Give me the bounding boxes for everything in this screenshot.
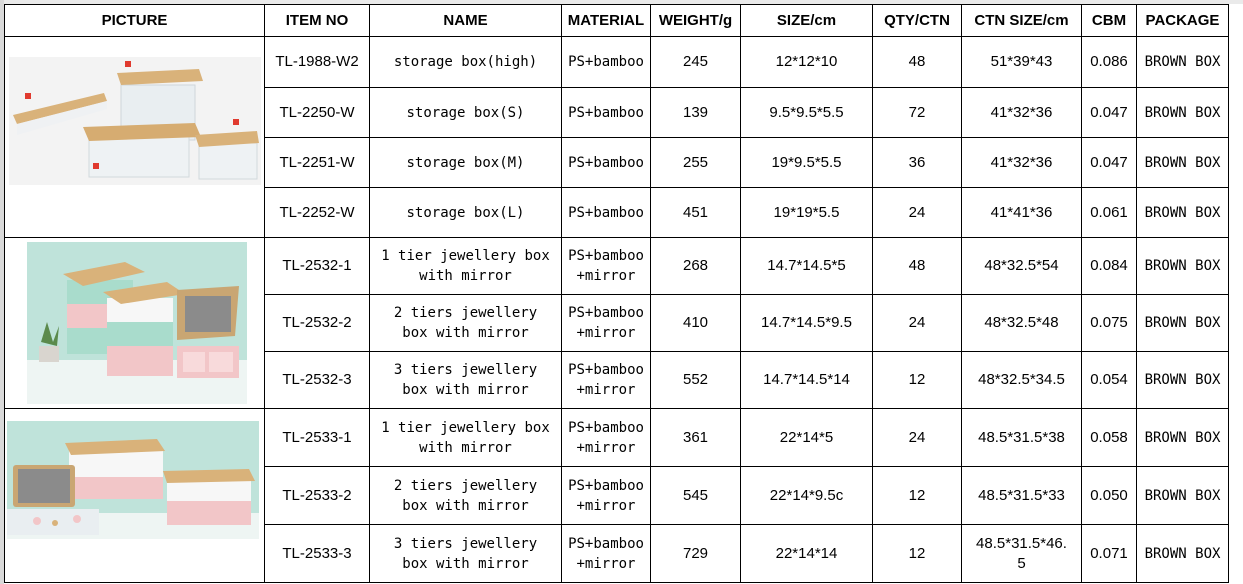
name-cell-line: with mirror — [419, 439, 512, 456]
item-no-cell: TL-2251-W — [265, 138, 370, 188]
qty-cell: 24 — [873, 409, 962, 467]
name-cell — [370, 467, 562, 525]
callout-3-icon — [93, 163, 99, 169]
material-cell — [562, 37, 651, 88]
cbm-cell: 0.086 — [1082, 37, 1137, 88]
item-no-cell: TL-2532-1 — [265, 238, 370, 295]
name-cell-line: 1 tier jewellery box — [381, 419, 550, 436]
ctn-size-cell — [962, 352, 1082, 409]
qty-cell: 48 — [873, 37, 962, 88]
material-cell-line: +mirror — [576, 325, 636, 341]
qty-cell: 24 — [873, 295, 962, 352]
pink-jewellery-box-photo — [7, 421, 259, 539]
header-cbm: CBM — [1082, 5, 1137, 37]
ctn-size-cell-line: 51*39*43 — [990, 53, 1053, 70]
ctn-size-cell-line: 48.5*31.5*33 — [978, 486, 1065, 504]
name-cell — [370, 295, 562, 352]
item-no-cell: TL-2533-2 — [265, 467, 370, 525]
material-cell — [562, 88, 651, 138]
name-cell — [370, 88, 562, 138]
ctn-size-cell-line: 41*32*36 — [990, 153, 1053, 171]
header-weight: WEIGHT/g — [651, 5, 741, 37]
weight-cell: 545 — [651, 467, 741, 525]
item-no-cell: TL-2252-W — [265, 188, 370, 238]
weight-cell: 139 — [651, 88, 741, 138]
header-package: PACKAGE — [1137, 5, 1229, 37]
item-no-cell: TL-1988-W2 — [265, 37, 370, 88]
material-cell — [562, 188, 651, 238]
material-cell-line: +mirror — [576, 268, 636, 284]
cbm-cell: 0.058 — [1082, 409, 1137, 467]
material-cell-line: +mirror — [576, 382, 636, 398]
ctn-size-cell-line: 41*32*36 — [990, 103, 1053, 121]
package-cell: BROWN BOX — [1137, 37, 1229, 88]
size-cell: 14.7*14.5*9.5 — [741, 295, 873, 352]
ctn-size-cell-line: 48.5*31.5*38 — [978, 428, 1065, 446]
cbm-cell: 0.054 — [1082, 352, 1137, 409]
cbm-cell: 0.050 — [1082, 467, 1137, 525]
package-cell: BROWN BOX — [1137, 88, 1229, 138]
material-cell-line: +mirror — [576, 497, 636, 514]
name-cell — [370, 525, 562, 583]
size-cell: 19*19*5.5 — [741, 188, 873, 238]
weight-cell: 268 — [651, 238, 741, 295]
package-cell: BROWN BOX — [1137, 138, 1229, 188]
header-material: MATERIAL — [562, 5, 651, 37]
package-cell: BROWN BOX — [1137, 467, 1229, 525]
material-cell — [562, 467, 651, 525]
material-cell-line: +mirror — [576, 439, 636, 456]
material-cell-line: PS+bamboo — [568, 104, 644, 121]
material-cell-line: PS+bamboo — [568, 477, 644, 494]
item-no-cell: TL-2532-2 — [265, 295, 370, 352]
ctn-size-cell — [962, 238, 1082, 295]
ctn-size-cell-line: 48*32.5*34.5 — [978, 371, 1065, 388]
weight-cell: 552 — [651, 352, 741, 409]
ctn-size-cell-line: 5 — [1017, 554, 1026, 572]
name-cell-line: box with mirror — [402, 497, 529, 514]
name-cell-line: with mirror — [419, 268, 512, 284]
package-cell: BROWN BOX — [1137, 352, 1229, 409]
material-cell-line: PS+bamboo — [568, 204, 644, 221]
package-cell: BROWN BOX — [1137, 409, 1229, 467]
weight-cell: 410 — [651, 295, 741, 352]
size-cell: 22*14*5 — [741, 409, 873, 467]
name-cell-line: storage box(S) — [406, 104, 525, 121]
storage-box-photo — [9, 57, 261, 185]
material-cell-line: PS+bamboo — [568, 362, 644, 378]
name-cell-line: 3 tiers jewellery — [393, 362, 538, 378]
cbm-cell: 0.047 — [1082, 138, 1137, 188]
name-cell — [370, 352, 562, 409]
product-spec-table — [4, 4, 1229, 583]
qty-cell: 48 — [873, 238, 962, 295]
size-cell: 9.5*9.5*5.5 — [741, 88, 873, 138]
callout-2-icon — [125, 61, 131, 67]
ctn-size-cell — [962, 467, 1082, 525]
size-cell: 19*9.5*5.5 — [741, 138, 873, 188]
name-cell — [370, 409, 562, 467]
name-cell-line: box with mirror — [402, 325, 529, 341]
callout-4-icon — [233, 119, 239, 125]
header-name: NAME — [370, 5, 562, 37]
material-cell-line: PS+bamboo — [568, 305, 644, 321]
cbm-cell: 0.084 — [1082, 238, 1137, 295]
weight-cell: 729 — [651, 525, 741, 583]
package-cell: BROWN BOX — [1137, 525, 1229, 583]
qty-cell: 12 — [873, 525, 962, 583]
material-cell — [562, 352, 651, 409]
cbm-cell: 0.071 — [1082, 525, 1137, 583]
package-cell: BROWN BOX — [1137, 188, 1229, 238]
callout-1-icon — [25, 93, 31, 99]
item-no-cell: TL-2250-W — [265, 88, 370, 138]
ctn-size-cell — [962, 138, 1082, 188]
mint-jewellery-box-photo — [27, 242, 247, 404]
picture-cell — [5, 37, 265, 238]
header-picture: PICTURE — [5, 5, 265, 37]
name-cell — [370, 188, 562, 238]
header-ctn-size: CTN SIZE/cm — [962, 5, 1082, 37]
name-cell-line: box with mirror — [402, 555, 529, 572]
picture-cell — [5, 238, 265, 409]
package-cell: BROWN BOX — [1137, 238, 1229, 295]
name-cell-line: storage box(M) — [406, 154, 525, 171]
qty-cell: 36 — [873, 138, 962, 188]
picture-cell — [5, 409, 265, 583]
weight-cell: 451 — [651, 188, 741, 238]
cbm-cell: 0.047 — [1082, 88, 1137, 138]
cbm-cell: 0.061 — [1082, 188, 1137, 238]
item-no-cell: TL-2533-1 — [265, 409, 370, 467]
header-size: SIZE/cm — [741, 5, 873, 37]
header-row — [5, 5, 1229, 37]
ctn-size-cell — [962, 409, 1082, 467]
name-cell-line: storage box(high) — [393, 54, 538, 70]
material-cell — [562, 238, 651, 295]
material-cell — [562, 409, 651, 467]
size-cell: 14.7*14.5*5 — [741, 238, 873, 295]
name-cell-line: box with mirror — [402, 382, 529, 398]
ctn-size-cell — [962, 295, 1082, 352]
material-cell-line: PS+bamboo — [568, 154, 644, 171]
name-cell-line: 1 tier jewellery box — [381, 248, 550, 264]
qty-cell: 24 — [873, 188, 962, 238]
package-cell: BROWN BOX — [1137, 295, 1229, 352]
qty-cell: 12 — [873, 467, 962, 525]
table-row — [5, 409, 1229, 467]
name-cell-line: 2 tiers jewellery — [393, 477, 538, 494]
material-cell-line: PS+bamboo — [568, 535, 644, 552]
table-row — [5, 238, 1229, 295]
size-cell: 12*12*10 — [741, 37, 873, 88]
material-cell-line: +mirror — [576, 555, 636, 572]
ctn-size-cell-line: 48*32.5*54 — [984, 257, 1059, 274]
name-cell-line: 2 tiers jewellery — [393, 305, 538, 321]
ctn-size-cell-line: 41*41*36 — [990, 203, 1053, 221]
material-cell — [562, 525, 651, 583]
size-cell: 14.7*14.5*14 — [741, 352, 873, 409]
weight-cell: 361 — [651, 409, 741, 467]
item-no-cell: TL-2533-3 — [265, 525, 370, 583]
material-cell-line: PS+bamboo — [568, 54, 644, 70]
ctn-size-cell — [962, 188, 1082, 238]
qty-cell: 12 — [873, 352, 962, 409]
name-cell — [370, 37, 562, 88]
material-cell-line: PS+bamboo — [568, 248, 644, 264]
cbm-cell: 0.075 — [1082, 295, 1137, 352]
table-row — [5, 37, 1229, 88]
header-item-no: ITEM NO — [265, 5, 370, 37]
name-cell — [370, 238, 562, 295]
weight-cell: 245 — [651, 37, 741, 88]
name-cell-line: 3 tiers jewellery — [393, 535, 538, 552]
header-qty: QTY/CTN — [873, 5, 962, 37]
name-cell-line: storage box(L) — [406, 204, 525, 221]
ctn-size-cell-line: 48.5*31.5*46. — [976, 534, 1067, 552]
ctn-size-cell — [962, 37, 1082, 88]
item-no-cell: TL-2532-3 — [265, 352, 370, 409]
ctn-size-cell — [962, 88, 1082, 138]
size-cell: 22*14*14 — [741, 525, 873, 583]
ctn-size-cell — [962, 525, 1082, 583]
material-cell — [562, 295, 651, 352]
name-cell — [370, 138, 562, 188]
ctn-size-cell-line: 48*32.5*48 — [984, 314, 1059, 331]
size-cell: 22*14*9.5c — [741, 467, 873, 525]
material-cell-line: PS+bamboo — [568, 419, 644, 436]
weight-cell: 255 — [651, 138, 741, 188]
qty-cell: 72 — [873, 88, 962, 138]
material-cell — [562, 138, 651, 188]
